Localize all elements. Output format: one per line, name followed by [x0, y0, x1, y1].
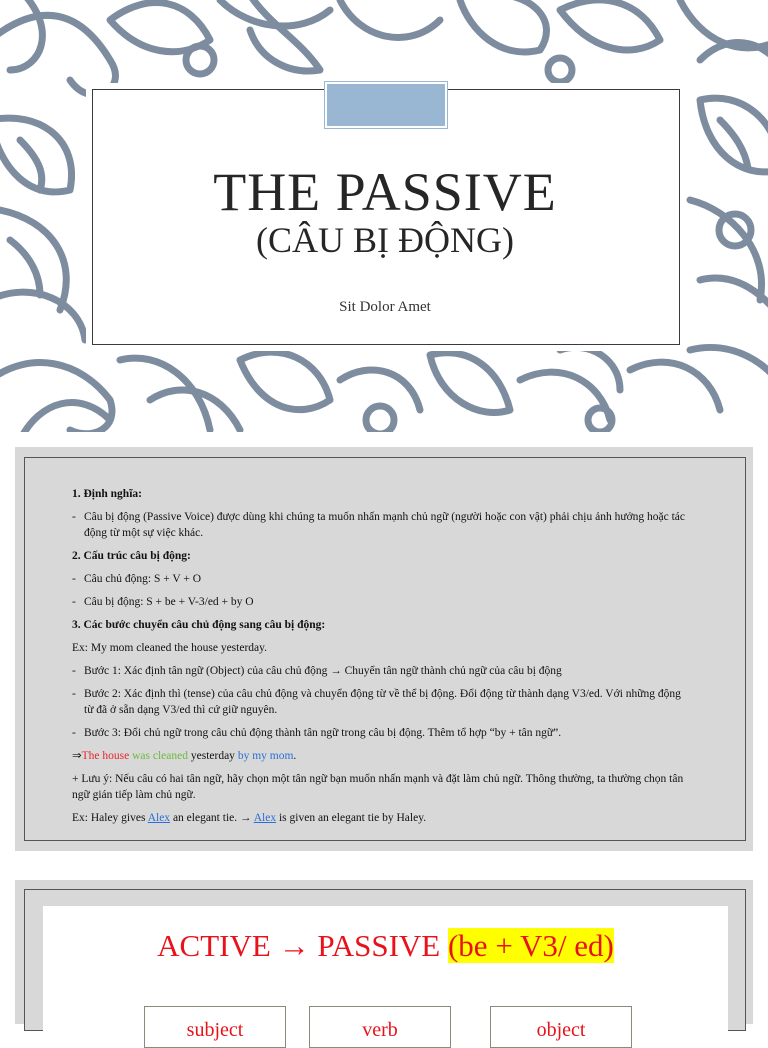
result-subject: The house — [81, 750, 130, 762]
alex-link-1[interactable]: Alex — [147, 812, 171, 824]
heading-definition: 1. Định nghĩa: — [72, 488, 142, 500]
step-3-text: Bước 3: Đổi chủ ngữ trong câu chủ động thành tân ngữ trong câu bị động. Thêm tổ hợp “by + tân ngữ”. — [84, 727, 562, 739]
result-arrow: ⇒ — [72, 750, 82, 762]
object-box — [490, 1006, 632, 1048]
example-1: Ex: My mom cleaned the house yesterday. — [72, 642, 268, 654]
title-accent-tab — [325, 82, 447, 128]
definition-text: Câu bị động (Passive Voice) được dùng khi chúng ta muốn nhấn mạnh chủ ngữ (người hoặc con vật) phải chịu ảnh hưởng hoặc tác động từ một sự việc khác. — [84, 511, 686, 539]
alex-link-2[interactable]: Alex — [253, 812, 277, 824]
step-2-bullet: - Bước 2: Xác định thì (tense) của câu chủ động và chuyển động từ về thể bị động. Đổi động từ thành dạng V3/ed. Với những động từ đã ở sẵn dạng V3/ed thì cứ giữ nguyên. — [72, 688, 681, 716]
subject-box-label: subject — [186, 1019, 244, 1041]
example-2-a: Ex: Haley gives — [72, 812, 148, 824]
slide-subtitle: (CÂU BỊ ĐỘNG) — [256, 220, 514, 260]
example-result — [72, 748, 692, 764]
step-1-bullet: - Bước 1: Xác định tân ngữ (Object) của câu chủ động → Chuyển tân ngữ thành chủ ngữ của câu bị động — [72, 665, 562, 677]
example-2-c: an elegant tie. → — [170, 812, 254, 824]
step-1-text: Bước 1: Xác định tân ngữ (Object) của câu chủ động → Chuyển tân ngữ thành chủ ngữ của câu bị động — [84, 665, 562, 677]
note-text: + Lưu ý: Nếu câu có hai tân ngữ, hãy chọn một tân ngữ bạn muốn nhấn mạnh và đặt làm chủ ngữ. Thông thường, ta thường chọn tân ngữ gián tiếp làm chủ ngữ. — [72, 773, 684, 801]
example-2-e: is given an elegant tie by Haley. — [276, 812, 427, 824]
result-agent: by my mom — [237, 750, 294, 762]
active-structure-text: Câu chủ động: S + V + O — [84, 573, 202, 585]
object-box-label: object — [536, 1019, 586, 1041]
heading-structure: 2. Cấu trúc câu bị động: — [72, 550, 191, 562]
slide-author: Sit Dolor Amet — [339, 299, 431, 315]
formula-title-highlight: (be + V3/ ed) — [447, 928, 614, 963]
active-structure-bullet: - Câu chủ động: S + V + O — [72, 573, 202, 585]
result-end: . — [293, 750, 297, 762]
result-verb: was cleaned — [129, 750, 188, 762]
verb-box-label: verb — [362, 1019, 398, 1041]
title-slide — [0, 0, 768, 432]
formula-slide — [15, 880, 753, 1041]
passive-structure-text: Câu bị động: S + be + V-3/ed + by O — [84, 596, 254, 608]
verb-box — [309, 1006, 451, 1048]
document-body — [72, 486, 692, 833]
step-3-bullet: - Bước 3: Đổi chủ ngữ trong câu chủ động thành tân ngữ trong câu bị động. Thêm tổ hợp “by + tân ngữ”. — [72, 727, 562, 739]
definition-bullet: - Câu bị động (Passive Voice) được dùng khi chúng ta muốn nhấn mạnh chủ ngữ (người hoặc con vật) phải chịu ảnh hưởng hoặc tác động từ một sự việc khác. — [72, 511, 686, 539]
example-2 — [72, 810, 692, 826]
slide-title: THE PASSIVE — [213, 162, 557, 222]
formula-title-main: ACTIVE → PASSIVE — [157, 928, 448, 963]
step-2-text: Bước 2: Xác định thì (tense) của câu chủ động và chuyển động từ về thể bị động. Đổi động từ thành dạng V3/ed. Với những động từ đã ở sẵn dạng V3/ed thì cứ giữ nguyên. — [84, 688, 681, 716]
formula-panel — [43, 906, 728, 1041]
heading-steps: 3. Các bước chuyển câu chủ động sang câu bị động: — [72, 619, 326, 631]
passive-structure-bullet: - Câu bị động: S + be + V-3/ed + by O — [72, 596, 254, 608]
subject-box — [144, 1006, 286, 1048]
formula-title — [43, 926, 728, 966]
content-slide — [15, 447, 753, 851]
result-time: yesterday — [187, 750, 238, 762]
